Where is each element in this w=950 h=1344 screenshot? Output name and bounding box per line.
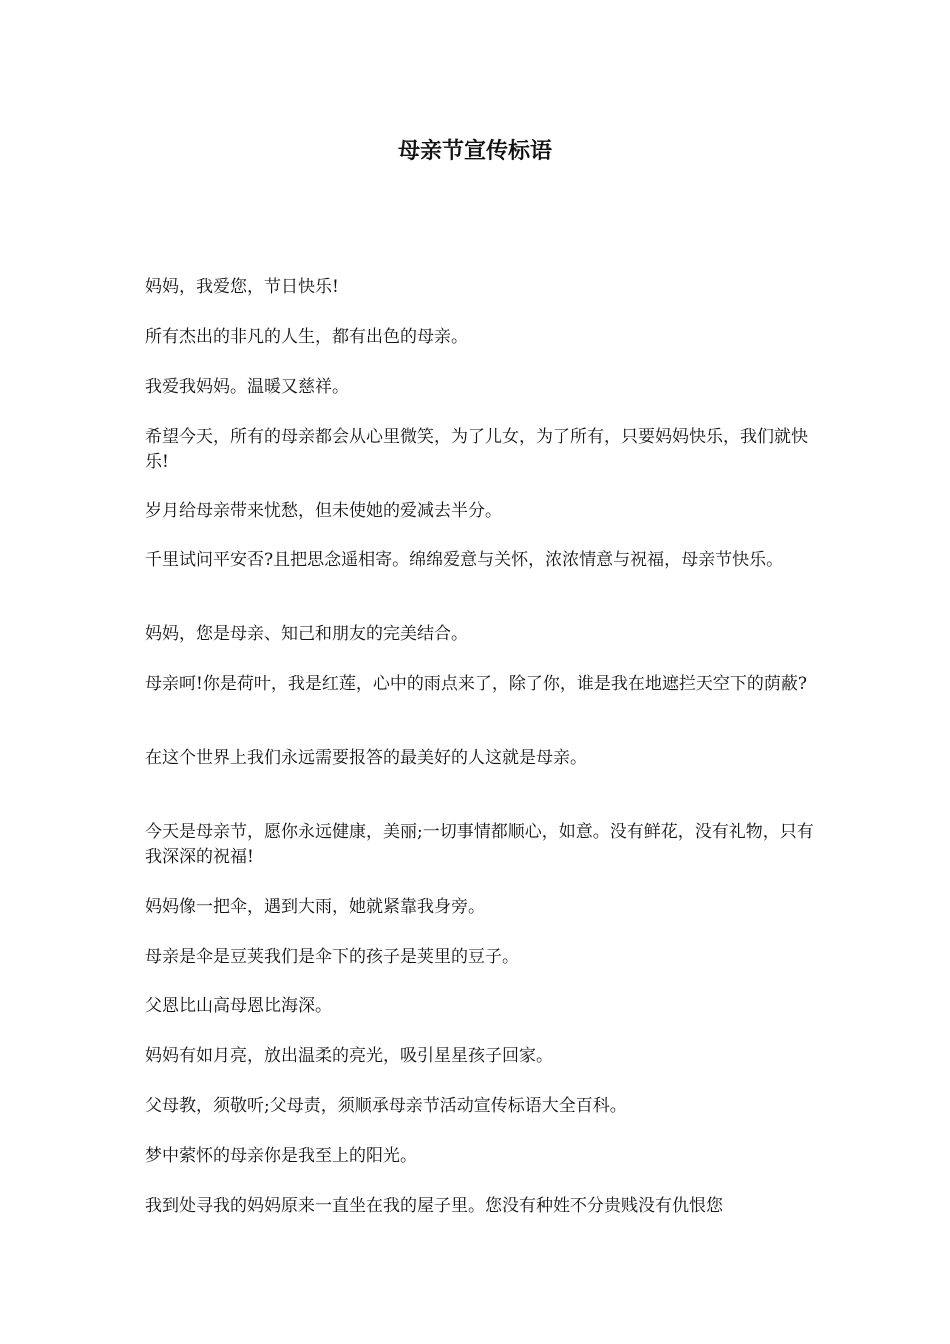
paragraph: 妈妈，我爱您，节日快乐! [145, 277, 339, 297]
paragraph: 我到处寻我的妈妈原来一直坐在我的屋子里。您没有种姓不分贵贱没有仇恨您 [145, 1196, 723, 1216]
paragraph: 父母教，须敬听;父母责，须顺承母亲节活动宣传标语大全百科。 [145, 1096, 627, 1116]
paragraph: 妈妈，您是母亲、知己和朋友的完美结合。 [145, 624, 468, 644]
document-title: 母亲节宣传标语 [397, 138, 552, 164]
paragraph: 所有杰出的非凡的人生，都有出色的母亲。 [145, 327, 468, 347]
paragraph: 我爱我妈妈。温暖又慈祥。 [145, 377, 349, 397]
paragraph: 希望今天，所有的母亲都会从心里微笑，为了儿女，为了所有，只要妈妈快乐，我们就快乐! [145, 427, 808, 472]
paragraph: 父恩比山高母恩比海深。 [145, 996, 332, 1016]
paragraph: 今天是母亲节，愿你永远健康，美丽;一切事情都顺心，如意。没有鲜花，没有礼物，只有我深深的祝福! [145, 822, 814, 867]
paragraph: 妈妈像一把伞，遇到大雨，她就紧靠我身旁。 [145, 897, 485, 917]
paragraph: 母亲呵!你是荷叶，我是红莲，心中的雨点来了，除了你，谁是我在地遮拦天空下的荫蔽? [145, 674, 807, 694]
paragraph: 梦中萦怀的母亲你是我至上的阳光。 [145, 1146, 417, 1166]
paragraph: 岁月给母亲带来忧愁，但未使她的爱减去半分。 [145, 501, 502, 521]
paragraph: 母亲是伞是豆荚我们是伞下的孩子是荚里的豆子。 [145, 947, 519, 967]
paragraph: 在这个世界上我们永远需要报答的最美好的人这就是母亲。 [145, 748, 587, 768]
paragraph: 千里试问平安否?且把思念遥相寄。绵绵爱意与关怀，浓浓情意与祝福，母亲节快乐。 [145, 550, 784, 570]
paragraph: 妈妈有如月亮，放出温柔的亮光，吸引星星孩子回家。 [145, 1046, 553, 1066]
